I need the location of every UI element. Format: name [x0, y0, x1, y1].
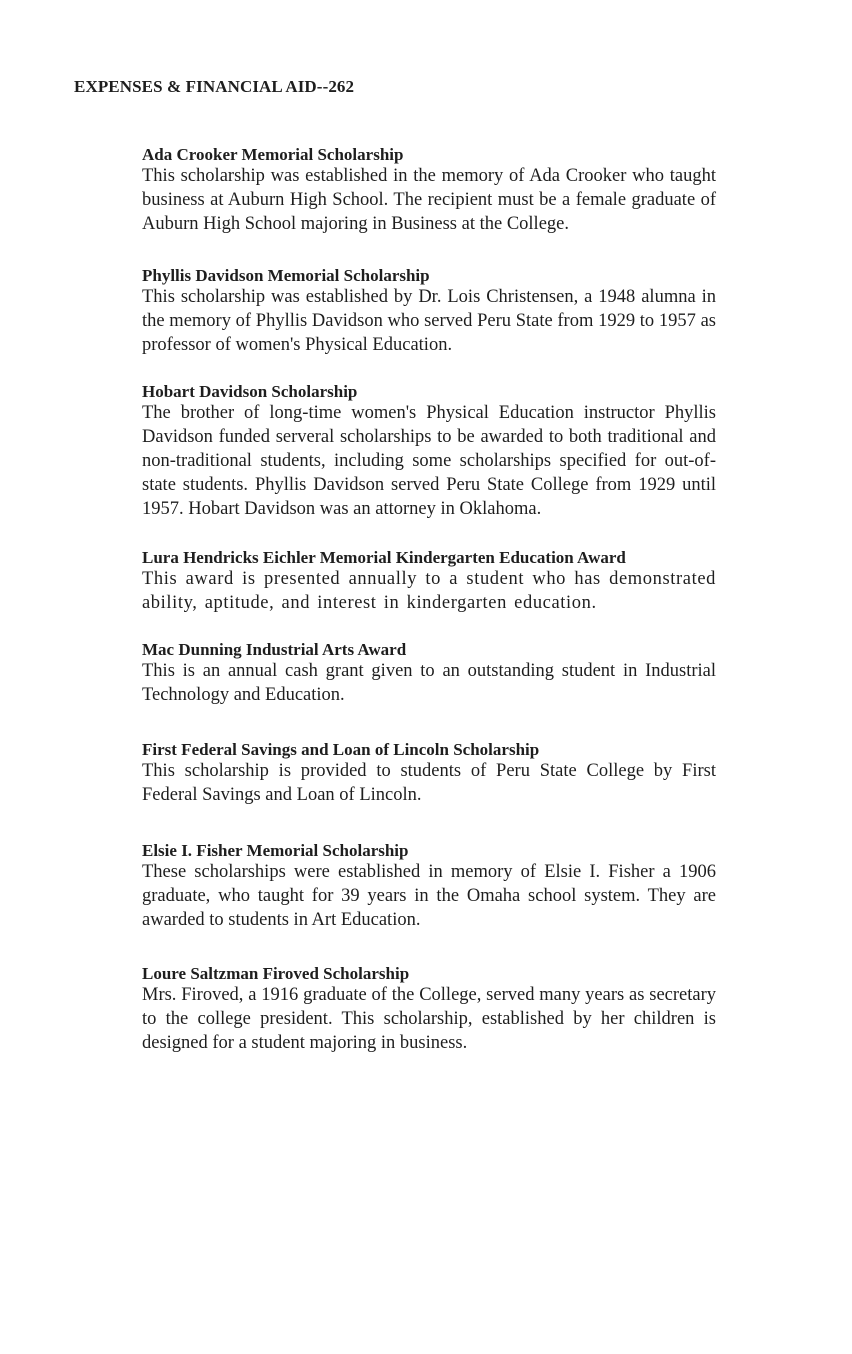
scholarship-title: Hobart Davidson Scholarship — [142, 382, 358, 401]
scholarship-list — [142, 146, 716, 1055]
scholarship-entry — [142, 549, 716, 615]
scholarship-title: Phyllis Davidson Memorial Scholarship — [142, 266, 430, 285]
scholarship-title: Elsie I. Fisher Memorial Scholarship — [142, 841, 409, 860]
scholarship-entry — [142, 741, 716, 807]
scholarship-description: This award is presented annually to a student who has demonstrated ability, aptitude, and interest in kindergarten education. — [142, 569, 716, 613]
scholarship-description: This scholarship was established in the memory of Ada Crooker who taught business at Auburn High School. The recipient must be a female graduate of Auburn High School majoring in Business at the College. — [142, 166, 716, 234]
scholarship-entry — [142, 842, 716, 932]
scholarship-description: Mrs. Firoved, a 1916 graduate of the College, served many years as secretary to the college president. This scholarship, established by her children is designed for a student majoring in business. — [142, 985, 716, 1053]
scholarship-title: Lura Hendricks Eichler Memorial Kindergarten Education Award — [142, 548, 626, 567]
scholarship-title: First Federal Savings and Loan of Lincoln Scholarship — [142, 740, 540, 759]
scholarship-title: Ada Crooker Memorial Scholarship — [142, 145, 404, 164]
scholarship-description: The brother of long-time women's Physical Education instructor Phyllis Davidson funded serveral scholarships to be awarded to both traditional and non-traditional students, including some scholarships specified for out-of-state students. Phyllis Davidson served Peru State College from 1929 until 1957. Hobart Davidson was an attorney in Oklahoma. — [142, 403, 716, 519]
scholarship-title: Mac Dunning Industrial Arts Award — [142, 640, 407, 659]
scholarship-description: These scholarships were established in memory of Elsie I. Fisher a 1906 graduate, who taught for 39 years in the Omaha school system. They are awarded to students in Art Education. — [142, 862, 716, 930]
scholarship-description: This scholarship was established by Dr. Lois Christensen, a 1948 alumna in the memory of Phyllis Davidson who served Peru State from 1929 to 1957 as professor of women's Physical Education. — [142, 287, 716, 355]
page-header: EXPENSES & FINANCIAL AID--262 — [74, 77, 355, 96]
scholarship-title: Loure Saltzman Firoved Scholarship — [142, 964, 410, 983]
scholarship-entry — [142, 641, 716, 707]
scholarship-entry — [142, 146, 716, 236]
scholarship-entry — [142, 267, 716, 357]
scholarship-entry — [142, 383, 716, 521]
scholarship-description: This scholarship is provided to students of Peru State College by First Federal Savings and Loan of Lincoln. — [142, 761, 716, 805]
scholarship-description: This is an annual cash grant given to an outstanding student in Industrial Technology and Education. — [142, 661, 716, 705]
scholarship-entry — [142, 965, 716, 1055]
